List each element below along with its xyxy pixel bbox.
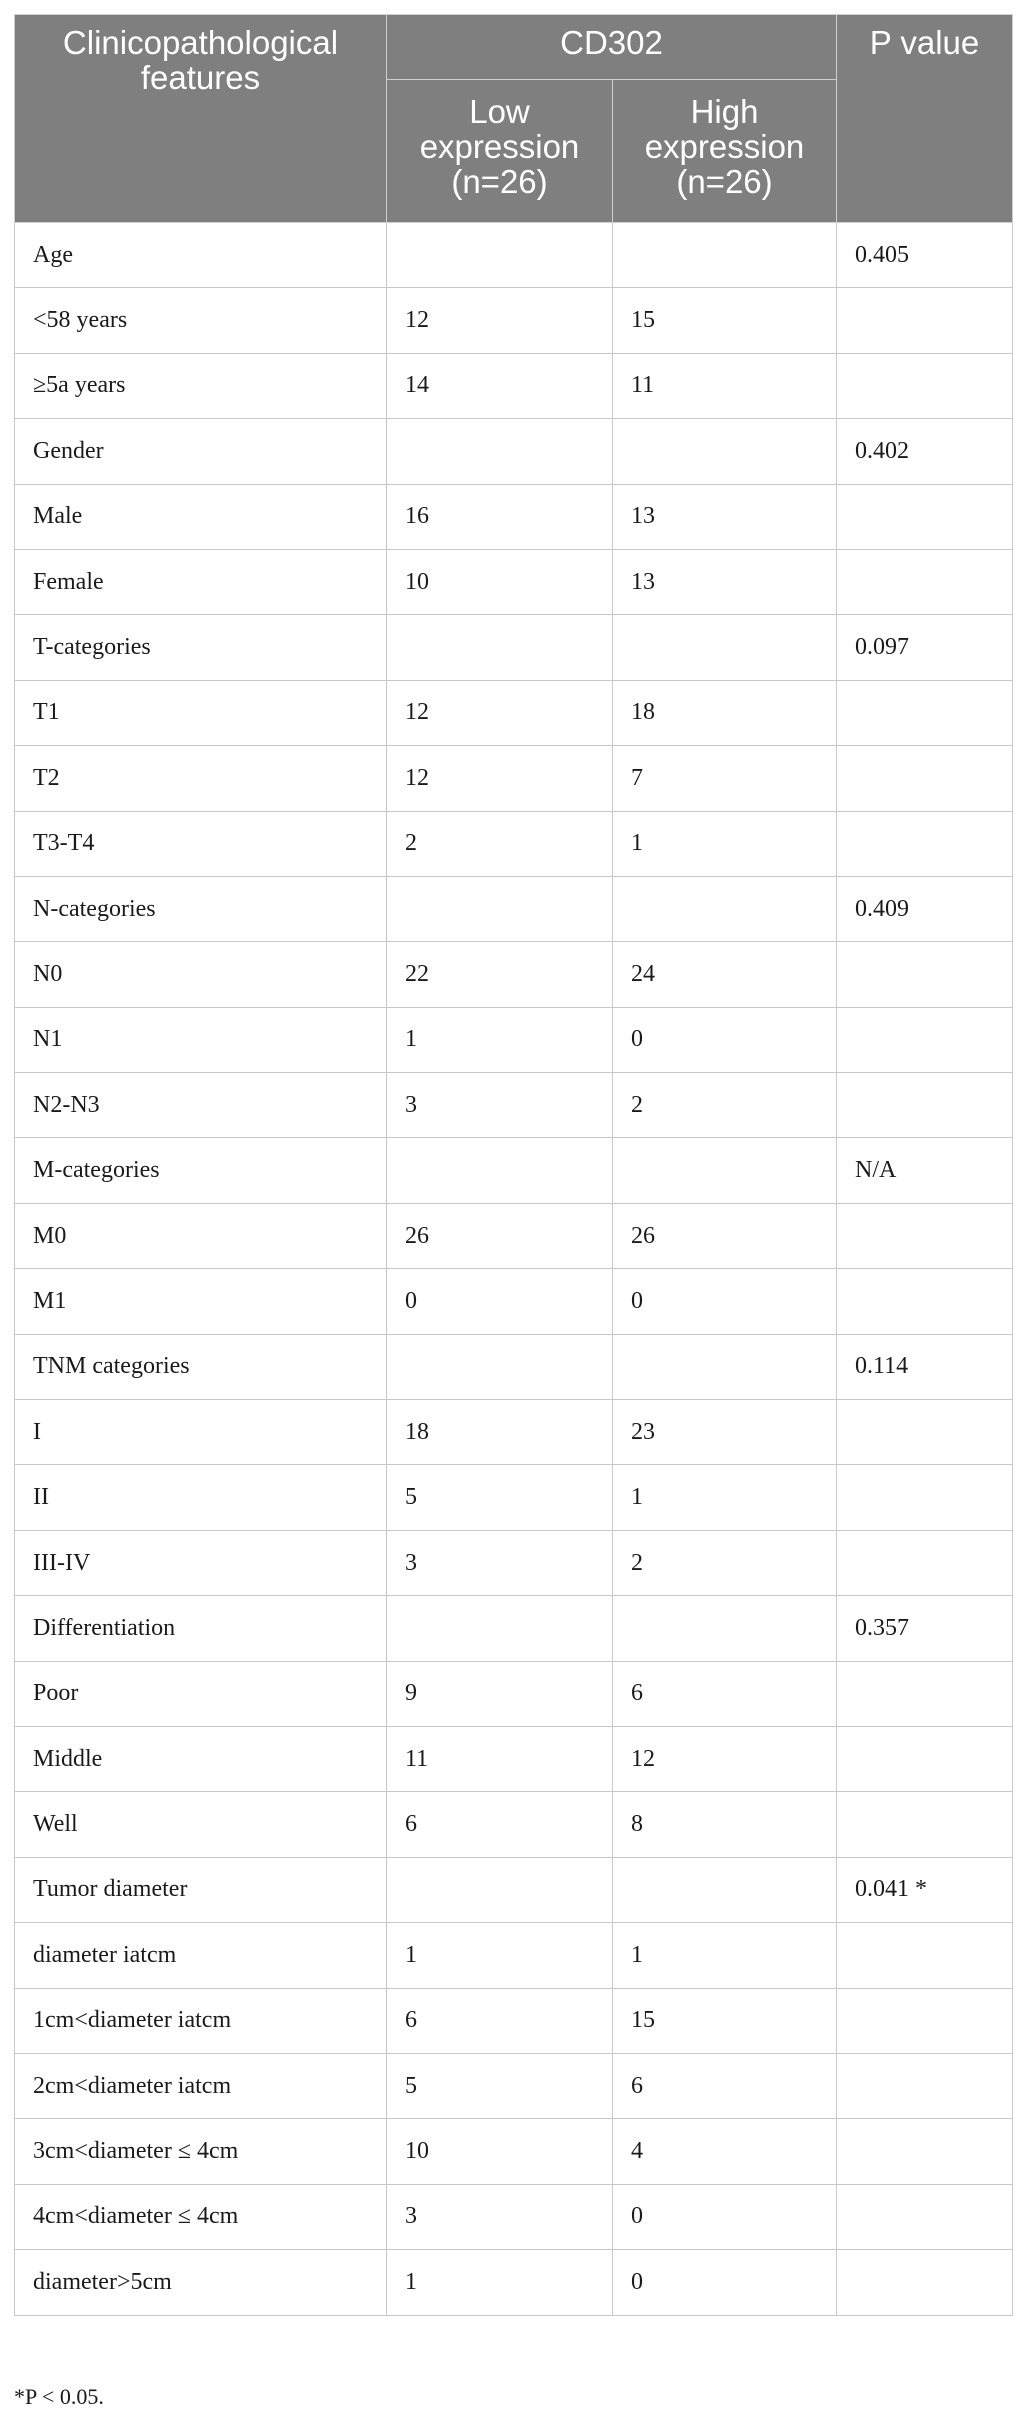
cell-feature: T1 [15, 680, 387, 745]
table-row [15, 1988, 1013, 2053]
cell-high: 18 [613, 680, 837, 745]
cell-p-value [837, 1465, 1013, 1530]
cell-high: 13 [613, 549, 837, 614]
cell-feature: Differentiation [15, 1596, 387, 1661]
cell-high [613, 615, 837, 680]
cell-low: 12 [387, 746, 613, 811]
cell-high: 0 [613, 2184, 837, 2249]
cell-low: 14 [387, 353, 613, 418]
cell-p-value [837, 2184, 1013, 2249]
header-high-expression: High expression (n=26) [613, 80, 837, 223]
cell-low: 22 [387, 942, 613, 1007]
cell-high: 23 [613, 1400, 837, 1465]
table-row [15, 549, 1013, 614]
cell-low: 5 [387, 1465, 613, 1530]
table-row [15, 2053, 1013, 2118]
cell-feature: Tumor diameter [15, 1857, 387, 1922]
cell-p-value: 0.097 [837, 615, 1013, 680]
cell-high: 15 [613, 288, 837, 353]
cell-high: 1 [613, 1923, 837, 1988]
cell-low: 9 [387, 1661, 613, 1726]
cell-p-value: N/A [837, 1138, 1013, 1203]
table-row [15, 2119, 1013, 2184]
table-row [15, 1530, 1013, 1595]
cell-feature: Middle [15, 1726, 387, 1791]
table-row [15, 1269, 1013, 1334]
cell-p-value: 0.114 [837, 1334, 1013, 1399]
table-row [15, 1203, 1013, 1268]
cell-feature: II [15, 1465, 387, 1530]
cell-high [613, 1857, 837, 1922]
cell-high: 15 [613, 1988, 837, 2053]
cell-high [613, 1334, 837, 1399]
cell-low [387, 1596, 613, 1661]
cell-feature: Well [15, 1792, 387, 1857]
cell-low [387, 615, 613, 680]
cell-feature: T3-T4 [15, 811, 387, 876]
cell-low: 10 [387, 2119, 613, 2184]
cell-p-value [837, 746, 1013, 811]
cell-low [387, 1334, 613, 1399]
cell-high: 2 [613, 1530, 837, 1595]
cell-p-value: 0.041 * [837, 1857, 1013, 1922]
cell-high: 0 [613, 2250, 837, 2315]
cell-p-value [837, 1400, 1013, 1465]
cell-feature: N0 [15, 942, 387, 1007]
cell-low: 1 [387, 1007, 613, 1072]
cell-feature: 3cm<diameter ≤ 4cm [15, 2119, 387, 2184]
cell-p-value [837, 1073, 1013, 1138]
table-row [15, 811, 1013, 876]
cell-feature: Age [15, 223, 387, 288]
table-row [15, 1007, 1013, 1072]
table-row [15, 1596, 1013, 1661]
cell-low: 26 [387, 1203, 613, 1268]
table-row [15, 223, 1013, 288]
cell-feature: 2cm<diameter iatcm [15, 2053, 387, 2118]
header-p-value: P value [837, 15, 1013, 223]
table-header [15, 15, 1013, 223]
cell-low [387, 419, 613, 484]
cell-p-value [837, 1203, 1013, 1268]
cell-high [613, 1596, 837, 1661]
cell-feature: T-categories [15, 615, 387, 680]
cell-p-value [837, 549, 1013, 614]
table-row [15, 615, 1013, 680]
table-row [15, 1400, 1013, 1465]
cell-feature: <58 years [15, 288, 387, 353]
cell-p-value [837, 2053, 1013, 2118]
cell-p-value [837, 2119, 1013, 2184]
cell-low [387, 1138, 613, 1203]
cell-p-value [837, 942, 1013, 1007]
cell-low: 16 [387, 484, 613, 549]
cell-feature: ≥5a years [15, 353, 387, 418]
cell-p-value [837, 353, 1013, 418]
cell-feature: 4cm<diameter ≤ 4cm [15, 2184, 387, 2249]
table-row [15, 288, 1013, 353]
cell-high: 2 [613, 1073, 837, 1138]
cell-high: 4 [613, 2119, 837, 2184]
table-row [15, 2250, 1013, 2315]
cell-feature: Male [15, 484, 387, 549]
cell-feature: diameter iatcm [15, 1923, 387, 1988]
cell-high: 13 [613, 484, 837, 549]
cell-feature: N1 [15, 1007, 387, 1072]
cell-high: 24 [613, 942, 837, 1007]
cell-p-value [837, 1988, 1013, 2053]
cell-feature: 1cm<diameter iatcm [15, 1988, 387, 2053]
cell-p-value [837, 811, 1013, 876]
cell-p-value [837, 1269, 1013, 1334]
table-row [15, 746, 1013, 811]
cell-high: 7 [613, 746, 837, 811]
table-row [15, 419, 1013, 484]
cell-low: 3 [387, 1073, 613, 1138]
table-row [15, 1138, 1013, 1203]
cell-feature: Gender [15, 419, 387, 484]
table-body [15, 223, 1013, 2316]
cell-high: 1 [613, 1465, 837, 1530]
table-row [15, 1726, 1013, 1791]
cell-low: 12 [387, 288, 613, 353]
header-cd302: CD302 [387, 15, 837, 80]
cell-high: 0 [613, 1269, 837, 1334]
cell-low: 18 [387, 1400, 613, 1465]
cell-p-value [837, 1923, 1013, 1988]
cell-p-value [837, 680, 1013, 745]
cell-feature: TNM categories [15, 1334, 387, 1399]
cell-high: 0 [613, 1007, 837, 1072]
cell-p-value [837, 1792, 1013, 1857]
cell-high: 1 [613, 811, 837, 876]
table-row [15, 1661, 1013, 1726]
table-row [15, 680, 1013, 745]
footnote: *P < 0.05. [14, 2384, 104, 2409]
cell-low: 0 [387, 1269, 613, 1334]
cell-high [613, 419, 837, 484]
cell-high: 11 [613, 353, 837, 418]
cell-feature: M0 [15, 1203, 387, 1268]
cell-low: 12 [387, 680, 613, 745]
cell-high: 6 [613, 2053, 837, 2118]
table-row [15, 942, 1013, 1007]
cell-p-value [837, 288, 1013, 353]
table-row [15, 876, 1013, 941]
cell-low [387, 876, 613, 941]
table-row [15, 353, 1013, 418]
table-row [15, 484, 1013, 549]
cell-feature: M1 [15, 1269, 387, 1334]
cell-low: 2 [387, 811, 613, 876]
cell-feature: Female [15, 549, 387, 614]
cell-low: 11 [387, 1726, 613, 1791]
cell-low: 3 [387, 1530, 613, 1595]
cell-p-value [837, 484, 1013, 549]
cell-low [387, 223, 613, 288]
table-row [15, 1923, 1013, 1988]
cell-p-value: 0.409 [837, 876, 1013, 941]
table-row [15, 1465, 1013, 1530]
cell-p-value: 0.357 [837, 1596, 1013, 1661]
cell-high: 6 [613, 1661, 837, 1726]
cell-feature: III-IV [15, 1530, 387, 1595]
cell-feature: I [15, 1400, 387, 1465]
cell-high: 26 [613, 1203, 837, 1268]
cell-high [613, 1138, 837, 1203]
cell-low: 10 [387, 549, 613, 614]
cell-high [613, 223, 837, 288]
header-low-expression: Low expression (n=26) [387, 80, 613, 223]
cell-low [387, 1857, 613, 1922]
table-row [15, 1857, 1013, 1922]
cell-p-value: 0.402 [837, 419, 1013, 484]
table-row [15, 1334, 1013, 1399]
cell-low: 6 [387, 1988, 613, 2053]
table-row [15, 1073, 1013, 1138]
cell-feature: T2 [15, 746, 387, 811]
cell-p-value [837, 1007, 1013, 1072]
header-features: Clinicopathological features [15, 15, 387, 223]
cell-feature: Poor [15, 1661, 387, 1726]
cell-low: 3 [387, 2184, 613, 2249]
cell-high [613, 876, 837, 941]
cell-feature: N2-N3 [15, 1073, 387, 1138]
cell-low: 5 [387, 2053, 613, 2118]
cell-low: 1 [387, 2250, 613, 2315]
cell-low: 6 [387, 1792, 613, 1857]
cell-p-value [837, 1726, 1013, 1791]
cell-feature: N-categories [15, 876, 387, 941]
table-row [15, 2184, 1013, 2249]
cell-low: 1 [387, 1923, 613, 1988]
cell-high: 8 [613, 1792, 837, 1857]
cell-feature: M-categories [15, 1138, 387, 1203]
cell-p-value [837, 1661, 1013, 1726]
clinicopathological-table [14, 14, 1013, 2316]
table-row [15, 1792, 1013, 1857]
cell-p-value [837, 2250, 1013, 2315]
cell-feature: diameter>5cm [15, 2250, 387, 2315]
cell-high: 12 [613, 1726, 837, 1791]
cell-p-value [837, 1530, 1013, 1595]
cell-p-value: 0.405 [837, 223, 1013, 288]
